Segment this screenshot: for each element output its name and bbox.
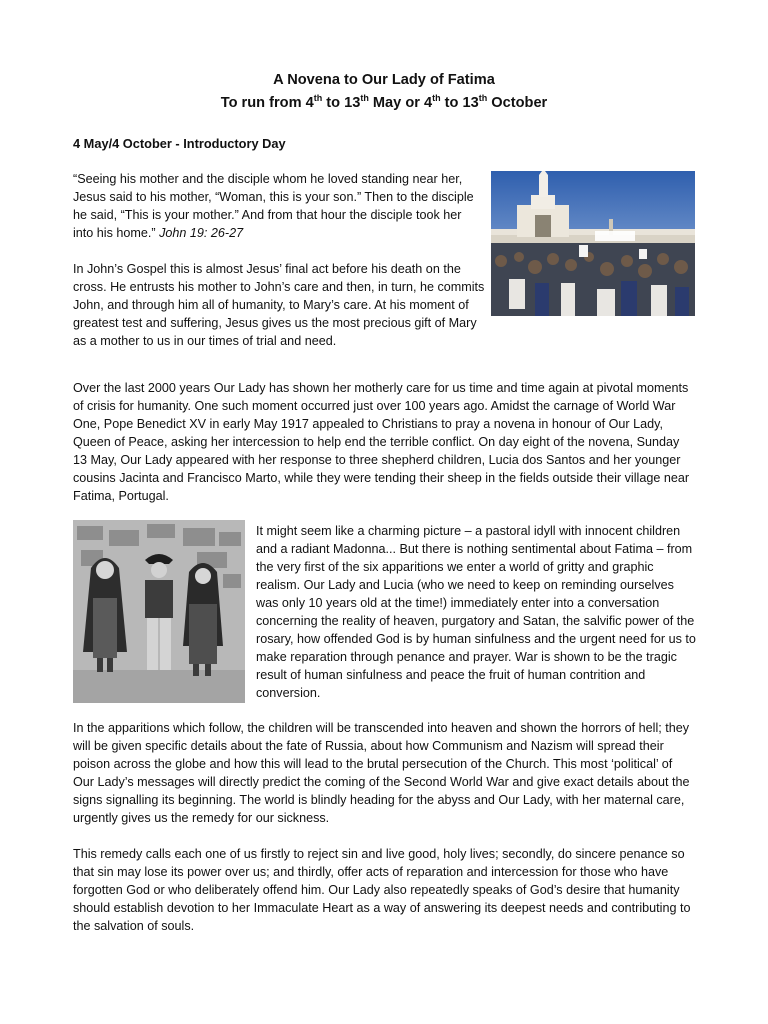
paragraph-2: Over the last 2000 years Our Lady has shown her motherly care for us time and time again at pivotal moments of crisis for humanity. One such moment occurred just over 100 years ago. Amidst the carnage of World War One, Pope Benedict XV in early May 1917 appealed to Christians to pray a novena in honour of Our Lady, Queen of Peace, asking her intercession to help end the terrible conflict. On day eight of the novena, Sunday 13 May, Our Lady appeared with her response to three shepherd children, Lucia dos Santos and her younger cousins Jacinta and Francisco Marto, while they were tending their sheep in the fields outside their village near Fatima, Portugal. <box>73 381 690 503</box>
day-heading: 4 May/4 October - Introductory Day <box>73 136 286 151</box>
scripture-quote: “Seeing his mother and the disciple whom he loved standing near her, Jesus said to his mother, “Woman, this is your son.” Then to the disciple he said, “This is your mother.” And from that hour the disciple took her into his home.” John 19: 26-27 <box>73 172 474 240</box>
title-line-1: A Novena to Our Lady of Fatima <box>273 72 495 88</box>
paragraph-1: In John’s Gospel this is almost Jesus’ final act before his death on the cross. He entrusts his mother to John’s care and then, in turn, he commits John, and through him all of humanity, to Mary’s care. At his moment of greatest test and suffering, Jesus gives us the most precious gift of Mary as a mother to us in our times of trial and need. <box>73 262 485 348</box>
paragraph-4: In the apparitions which follow, the children will be transcended into heaven and shown the horrors of hell; they will be given specific details about the fate of Russia, about how Communism and Nazism will spread their poison across the globe and how this will lead to the brutal persecution of the Church. This most ‘political’ of Our Lady’s messages will directly predict the coming of the Second World War and give exact details about the signs signalling its beginning. The world is blindly heading for the abyss and Our Lady, with her maternal care, urgently gives us the remedy for our sickness. <box>73 721 690 825</box>
three-children-image <box>73 520 245 703</box>
shrine-crowd-image <box>491 171 695 316</box>
paragraph-3: It might seem like a charming picture – a pastoral idyll with innocent children and a radiant Madonna... But there is nothing sentimental about Fatima – from the very first of the six apparitions we enter a world of gritty and graphic realism. Our Lady and Lucia (who we need to keep on reminding ourselves was only 10 years old at the time!) immediately enter into a conversation concerning the reality of heaven, purgatory and Satan, the salvific power of the rosary, how offended God is by human sinfulness and the urgent need for us to make reparation through penance and prayer. War is shown to be the tragic result of human sinfulness and peace the fruit of human contrition and conversion. <box>256 524 696 700</box>
shepherd-children-photo <box>73 520 245 703</box>
page-title <box>0 69 768 115</box>
scripture-reference: John 19: 26-27 <box>159 226 244 240</box>
title-line-2: To run from 4th to 13th May or 4th to 13th October <box>220 93 548 111</box>
fatima-shrine-photo <box>491 171 695 316</box>
paragraph-5: This remedy calls each one of us firstly to reject sin and live good, holy lives; secondly, do sincere penance so that sin may lose its power over us; and thirdly, offer acts of reparation and intercession for those who have forgotten God or who deliberately offend him. Our Lady also repeatedly speaks of God’s desire that humanity should establish devotion to her Immaculate Heart as a way of answering its deepest needs and contributing to the salvation of souls. <box>73 847 691 933</box>
